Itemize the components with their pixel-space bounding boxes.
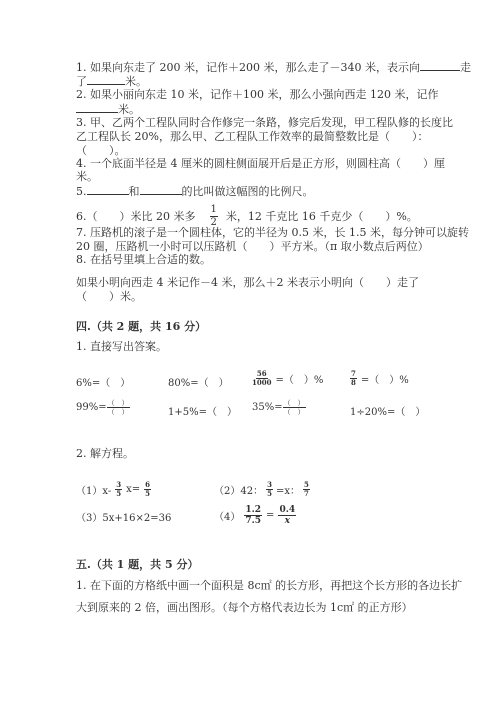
calc-3-rest: =（ ）% [275,375,324,386]
calc-3-fraction [252,370,271,387]
q6-frac-num: 1 [210,204,217,215]
eq1-frac1-num: 3 [116,480,122,489]
section4-q1-title: 1. 直接写出答案。 [76,340,167,353]
q5-text-and: 和 [128,185,140,198]
eq2-text-b: =x： [275,486,300,497]
q6-frac-den: 2 [210,217,217,228]
calc-4 [350,370,409,387]
section5-q1-line1: 1. 在下面的方格纸中画一个面积是 8c㎡ 的长方形，再把这个长方形的各边长扩 [76,579,463,592]
calc-4-den: 8 [351,378,356,387]
calc-3-num: 56 [256,369,267,378]
eq1-text-a: （1）x- [76,486,112,497]
eq4-frac1-num: 1.2 [245,505,262,515]
q1-line2 [76,74,147,89]
q2-text-mi: 米。 [118,103,140,116]
calc-7-text: 35%= [252,402,283,413]
eq1-frac2-num: 6 [145,480,150,489]
eq4-frac2-den: x [284,516,290,526]
q5-blank-2[interactable] [140,184,182,195]
calc-5 [76,399,130,416]
calc-7 [252,399,306,416]
q3-line1: 3. 甲、乙两个工程队同时合作修完一条路，修完后发现，甲工程队修的长度比 [76,116,453,129]
calc-4-rest: =（ ）% [360,375,409,386]
q9-line2: （ ）米。 [76,290,142,303]
q4-line2: 米。 [76,170,98,183]
calc-5-den[interactable]: （ ） [107,408,129,416]
eq1-frac1-den: 5 [116,489,122,498]
eq2-frac1-num: 3 [267,480,272,489]
section4-heading: 四.（共 2 题，共 16 分） [76,320,207,333]
eq4-fraction-1 [244,505,262,526]
calc-7-fraction [283,399,306,416]
q6-text-b: 米，12 千克比 16 千克少（ ）%。 [225,209,418,223]
eq4-frac1-den: 7.5 [245,516,262,526]
eq2-frac2-num: 5 [304,480,309,489]
eq1-text-b: x= [126,484,141,495]
q5-number: 5. [76,185,87,198]
eq2-fraction-1 [266,481,273,498]
q6-text-a: 6.（ ）米比 20 米多 [76,209,196,223]
calc-5-num[interactable]: （ ） [107,399,129,407]
q4-line1: 4. 一个底面半径是 4 厘米的圆柱侧面展开后是正方形，则圆柱高（ ）厘 [76,157,445,170]
q2-blank[interactable] [76,102,118,113]
equation-4 [214,505,296,526]
eq1-fraction-1 [115,481,122,498]
eq1-frac2-den: 5 [145,489,150,498]
q1-text-walk: 走 [459,61,471,74]
q5-line [76,184,314,199]
q2-line1 [76,88,438,102]
calc-2: 80%=（ ） [168,378,229,389]
calc-7-num[interactable]: （ ） [283,399,305,407]
equation-2 [214,481,310,498]
calc-5-text: 99%= [76,402,107,413]
eq2-frac1-den: 5 [267,489,272,498]
eq4-text-a: （4） [214,512,241,523]
q1-text-le: 了 [76,75,87,88]
q5-blank-1[interactable] [87,184,129,195]
eq2-fraction-2 [303,481,310,498]
calc-3 [252,370,323,387]
calc-4-fraction [350,370,357,387]
q7-line1: 7. 压路机的滚子是一个圆柱体，它的半径为 0.5 米，长 1.5 米，每分钟可以旋转 [76,226,469,239]
calc-3-den: 1000 [252,378,272,387]
section4-q2-title: 2. 解方程。 [76,447,134,460]
q2-line2 [76,102,140,117]
calc-6: 1+5%=（ ） [168,407,237,418]
section5-heading: 五.（共 1 题，共 5 分） [76,558,199,571]
calc-8: 1÷20%=（ ） [350,407,426,418]
eq4-text-b: = [266,510,275,521]
equation-3: （3）5x+16×2=36 [76,513,172,524]
q5-text: 的比叫做这幅图的比例尺。 [181,185,314,198]
q3-line2: 乙工程队长 20%，那么甲、乙工程队工作效率的最简整数比是（ ）： [76,130,429,143]
q8-line: 8. 在括号里填上合适的数。 [76,253,211,266]
q2-text: 2. 如果小丽向东走 10 米，记作＋100 米，那么小强向西走 120 米，记作 [76,88,439,101]
calc-4-num: 7 [351,369,356,378]
eq4-fraction-2 [278,505,296,526]
q1-text: 1. 如果向东走了 200 米，记作＋200 米，那么走了－340 米，表示向 [76,61,420,74]
eq2-frac2-den: 7 [304,489,309,498]
eq4-frac2-num: 0.4 [279,505,296,515]
q3-line3: （ ）。 [76,144,126,157]
eq1-fraction-2 [144,481,151,498]
calc-1: 6%=（ ） [76,378,131,389]
calc-7-den[interactable]: （ ） [283,408,305,416]
section5-q1-line2: 大到原来的 2 倍，画出图形。（每个方格代表边长为 1c㎡ 的正方形） [76,601,413,614]
q1-blank-meters[interactable] [87,74,125,85]
q1-line1 [76,60,471,75]
eq2-text-a: （2）42： [214,486,264,497]
q9-line1: 如果小明向西走 4 米记作－4 米，那么＋2 米表示小明向（ ）走了 [76,276,419,289]
calc-5-fraction [107,399,130,416]
equation-1 [76,481,151,498]
q1-blank-direction[interactable] [420,60,460,71]
q7-line2: 20 圈，压路机一小时可以压路机（ ）平方米。（π 取小数点后两位） [76,240,429,253]
q1-text-mi: 米。 [125,75,147,88]
